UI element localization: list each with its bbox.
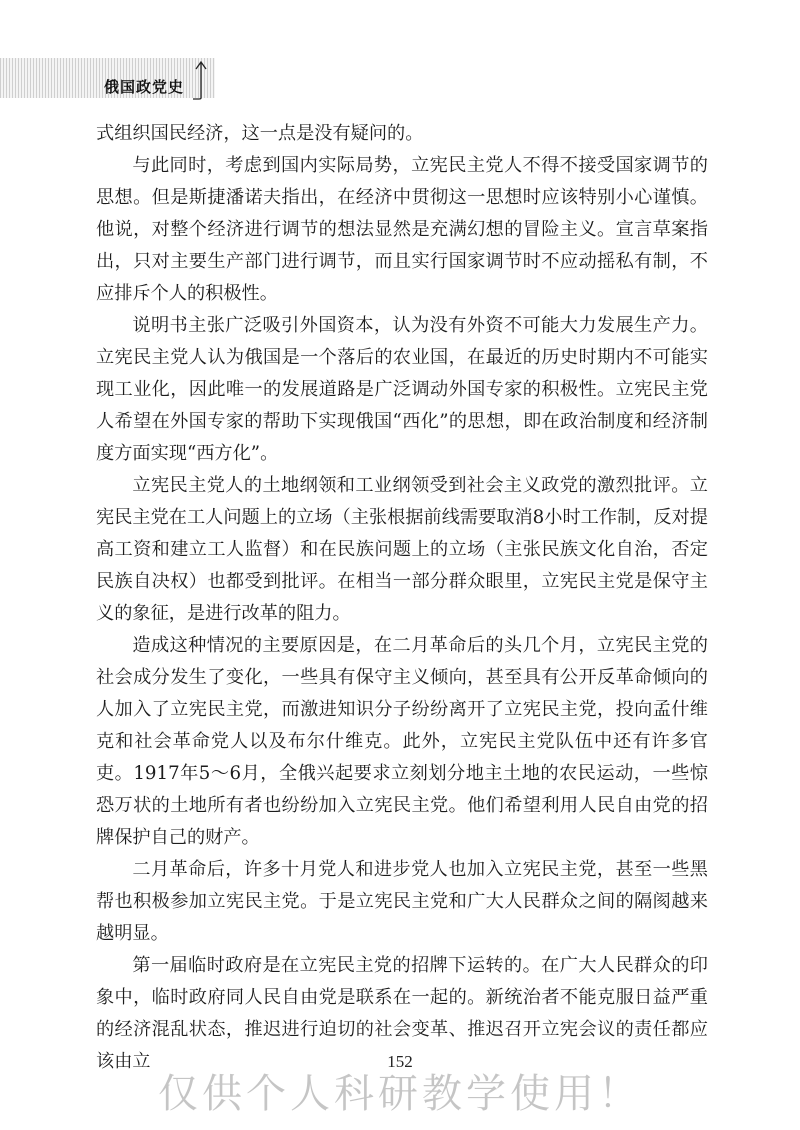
paragraph-5: 造成这种情况的主要原因是，在二月革命后的头几个月，立宪民主党的社会成分发生了变化，一些具有保守主义倾向，甚至具有公开反革命倾向的人加入了立宪民主党，而激进知识分子纷纷离开了立宪民主党，投向孟什维克和社会革命党人以及布尔什维克。此外，立宪民主党队伍中还有许多官吏。1917年5～6月，全俄兴起要求立刻划分地主土地的农民运动，一些惊恐万状的土地所有者也纷纷加入立宪民主党。他们希望利用人民自由党的招牌保护自己的财产。 (96, 635, 708, 848)
paragraph-4: 立宪民主党人的土地纲领和工业纲领受到社会主义政党的激烈批评。立宪民主党在工人问题上的立场（主张根据前线需要取消8小时工作制，反对提高工资和建立工人监督）和在民族问题上的立场（主张民族文化自治，否定民族自决权）也都受到批评。在相当一部分群众眼里，立宪民主党是保守主义的象征，是进行改革的阻力。 (96, 475, 708, 624)
paragraph-1: 式组织国民经济，这一点是没有疑问的。 (96, 123, 424, 144)
paragraph-3: 说明书主张广泛吸引外国资本，认为没有外资不可能大力发展生产力。立宪民主党人认为俄国是一个落后的农业国，在最近的历史时期内不可能实现工业化，因此唯一的发展道路是广泛调动外国专家的积极性。立宪民主党人希望在外国专家的帮助下实现俄国“西化”的思想，即在政治制度和经济制度方面实现“西方化”。 (96, 315, 708, 464)
paragraph-6: 二月革命后，许多十月党人和进步党人也加入立宪民主党，甚至一些黑帮也积极参加立宪民主党。于是立宪民主党和广大人民群众之间的隔阂越来越明显。 (96, 859, 708, 944)
page-number: 152 (387, 1052, 413, 1071)
running-head-title: 俄国政党史 (104, 78, 185, 96)
up-arrow-icon (193, 60, 209, 100)
paragraph-2: 与此同时，考虑到国内实际局势，立宪民主党人不得不接受国家调节的思想。但是斯捷潘诺夫指出，在经济中贯彻这一思想时应该特别小心谨慎。他说，对整个经济进行调节的想法显然是充满幻想的冒险主义。宣言草案指出，只对主要生产部门进行调节，而且实行国家调节时不应动摇私有制，不应排斥个人的积极性。 (96, 155, 708, 304)
watermark: 仅供个人科研教学使用！ (158, 1071, 642, 1117)
paragraph-7: 第一届临时政府是在立宪民主党的招牌下运转的。在广大人民群众的印象中，临时政府同人民自由党是联系在一起的。新统治者不能克服日益严重的经济混乱状态，推迟进行迫切的社会变革、推迟召开立宪会议的责任都应该由立 (96, 955, 708, 1072)
body-text (96, 118, 708, 1078)
